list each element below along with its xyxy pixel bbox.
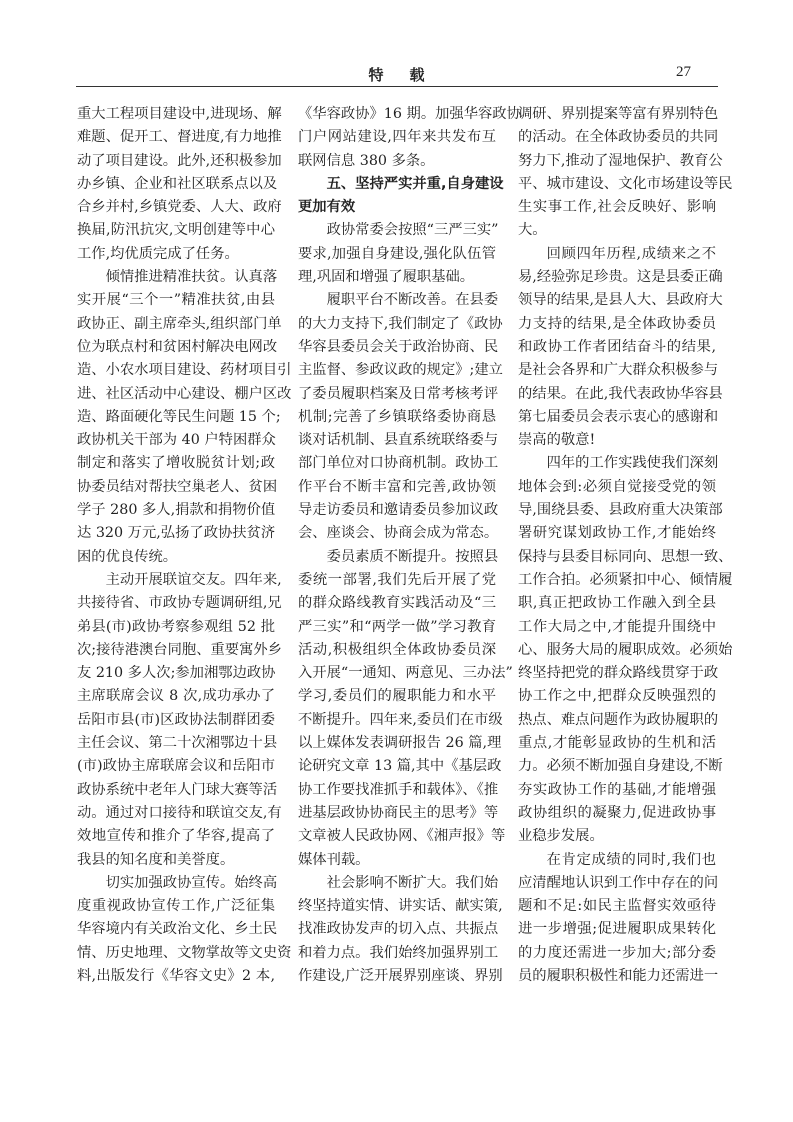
text-line: 在肯定成绩的同时,我们也: [546, 851, 716, 868]
text-line: 文章被人民政协网、《湘声报》等: [298, 828, 506, 845]
text-line: 度重视政协宣传工作,广泛征集: [77, 898, 275, 915]
text-line: 联网信息 380 多条。: [298, 152, 435, 169]
text-line: 找准政协发声的切入点、共振点: [298, 921, 499, 938]
text-line: 热点、难点问题作为政协履职的: [518, 711, 719, 728]
text-line: 机制;完善了乡镇联络委协商恳: [298, 408, 496, 425]
text-line: 重大工程项目建设中,进现场、解: [77, 106, 282, 122]
text-line: 学习,委员们的履职能力和水平: [298, 688, 496, 705]
text-line: 严三实”和“两学一做”学习教育: [298, 618, 496, 635]
text-line: 造、小农水项目建设、药材项目引: [77, 362, 292, 379]
text-line: 共接待省、市政协专题调研组,兄: [77, 595, 282, 612]
paragraph: [518, 243, 723, 453]
text-line: 作平台不断丰富和完善,政协领: [298, 478, 496, 495]
text-line: 和着力点。我们始终加强界别工: [298, 944, 499, 961]
text-line: 我县的知名度和美誉度。: [77, 851, 235, 868]
text-line: 崇高的敬意!: [518, 432, 596, 449]
text-line: 倾情推进精准扶贫。认真落: [105, 269, 278, 286]
text-line: 动。通过对口接待和联谊交友,有: [77, 804, 282, 821]
text-line: 调研、界别提案等富有界别特色: [518, 106, 719, 122]
text-line: 作建设,广泛开展界别座谈、界别: [298, 967, 503, 984]
text-line: 大。: [518, 222, 547, 239]
text-line: 合乡并村,乡镇党委、人大、政府: [77, 199, 282, 216]
text-line: 主动开展联谊交友。四年来,: [105, 571, 282, 588]
text-line: 困的优良传统。: [77, 548, 178, 565]
text-line: 进一步增强;促进履职成果转化: [518, 921, 716, 938]
text-line: 协工作之中,把群众反映强烈的: [518, 688, 716, 705]
text-line: 华容境内有关政治文化、乡土民: [77, 921, 278, 938]
text-line: 委员素质不断提升。按照县: [326, 548, 499, 565]
paragraph: [77, 569, 282, 872]
text-line: 进、社区活动中心建设、棚户区改: [77, 385, 292, 402]
text-line: 达 320 万元,弘扬了政协扶贫济: [77, 525, 276, 542]
text-line: 和政协工作者团结奋斗的结果,: [518, 338, 716, 355]
text-line: 切实加强政协宣传。始终高: [105, 874, 278, 891]
text-line: 政协正、副主席牵头,组织部门单: [77, 315, 282, 332]
text-line: 主任会议、第二十次湘鄂边十县: [77, 735, 278, 752]
text-line: 委统一部署,我们先后开展了党: [298, 571, 496, 588]
text-line: 回顾四年历程,成绩来之不: [546, 245, 716, 262]
paragraph: [298, 103, 521, 173]
text-line: 终坚持道实情、讲实话、献实策,: [298, 898, 503, 915]
text-line: 政协组织的凝聚力,促进政协事: [518, 804, 716, 821]
text-line: 履职平台不断改善。在县委: [326, 292, 499, 309]
text-line: 华容县委员会关于政治协商、民: [298, 338, 499, 355]
text-line: 易,经验弥足珍贵。这是县委正确: [518, 269, 723, 286]
text-line: 应清醒地认识到工作中存在的问: [518, 874, 719, 891]
text-line: 的力度还需进一步加大;部分委: [518, 944, 716, 961]
text-line: 进基层政协协商民主的思考》等: [298, 804, 499, 821]
paragraph: [298, 546, 513, 872]
text-line: 员的履职积极性和能力还需进一: [518, 967, 719, 984]
text-line: 心、服务大局的履职成效。必须始: [518, 641, 733, 658]
text-line: 岳阳市县(市)区政协法制群团委: [77, 711, 275, 728]
text-line: 五、坚持严实并重,自身建设: [326, 175, 504, 192]
text-line: 主席联席会议 8 次,成功承办了: [77, 688, 275, 705]
text-line: 谈对话机制、县直系统联络委与: [298, 432, 499, 449]
text-line: 入开展“一通知、两意见、三办法”: [298, 665, 513, 682]
text-line: 次;接待港澳台同胞、重要寓外乡: [77, 641, 282, 658]
text-line: 协委员结对帮扶空巢老人、贫困: [77, 478, 278, 495]
text-line: 导,围绕县委、县政府重大决策部: [518, 502, 723, 519]
text-line: 效地宣传和推介了华容,提高了: [77, 828, 275, 845]
text-line: 理,巩固和增强了履职基础。: [298, 269, 475, 286]
text-line: 办乡镇、企业和社区联系点以及: [77, 175, 278, 192]
text-line: 友 210 多人次;参加湘鄂边政协: [77, 665, 276, 682]
text-line: 要求,加强自身建设,强化队伍管: [298, 245, 496, 262]
text-line: 业稳步发展。: [518, 828, 604, 845]
text-line: 导走访委员和邀请委员参加议政: [298, 502, 499, 519]
text-line: 活动,积极组织全体政协委员深: [298, 641, 496, 658]
text-line: 以上媒体发表调研报告 26 篇,理: [298, 735, 502, 752]
text-line: 弟县(市)政协考察参观组 52 批: [77, 618, 275, 635]
text-line: 实开展“三个一”精准扶贫,由县: [77, 292, 275, 309]
text-line: 工作,均优质完成了任务。: [77, 245, 239, 262]
text-line: 换届,防汛抗灾,文明创建等中心: [77, 222, 275, 239]
text-line: 平、城市建设、文化市场建设等民: [518, 175, 733, 192]
text-line: 《华容政协》16 期。加强华容政协: [298, 106, 521, 122]
text-line: 重点,才能彰显政协的生机和活: [518, 735, 716, 752]
text-line: 制定和落实了增收脱贫计划;政: [77, 455, 275, 472]
text-line: 会、座谈会、协商会成为常态。: [298, 525, 499, 542]
text-line: 保持与县委目标同向、思想一致、: [518, 548, 733, 565]
paragraph: [298, 289, 503, 545]
text-line: 是社会各界和广大群众积极参与: [518, 362, 719, 379]
text-line: 政协机关干部为 40 户特困群众: [77, 432, 276, 449]
paragraph: [298, 872, 503, 988]
text-line: 部门单位对口协商机制。政协工: [298, 455, 499, 472]
text-line: 题和不足:如民主监督实效亟待: [518, 898, 716, 915]
text-line: 生实事工作,社会反映好、影响: [518, 199, 716, 216]
text-line: 论研究文章 13 篇,其中《基层政: [298, 758, 502, 775]
column-1: [77, 103, 292, 988]
text-line: 政协常委会按照“三严三实”: [326, 222, 499, 239]
text-line: 夯实政协工作的基础,才能增强: [518, 781, 716, 798]
text-line: 四年的工作实践使我们深刻: [546, 455, 719, 472]
text-line: 的群众路线教育实践活动及“三: [298, 595, 496, 612]
header-rule: [76, 86, 718, 87]
text-line: 的活动。在全体政协委员的共同: [518, 129, 719, 146]
text-line: 力。必须不断加强自身建设,不断: [518, 758, 723, 775]
text-line: 媒体刊载。: [298, 851, 370, 868]
text-line: 领导的结果,是县人大、县政府大: [518, 292, 723, 309]
text-line: 料,出版发行《华容文史》2 本,: [77, 967, 275, 984]
text-line: 协工作要找准抓手和载体》、《推: [298, 781, 499, 798]
text-line: 难题、促开工、督进度,有力地推: [77, 129, 282, 146]
text-line: 力支持的结果,是全体政协委员: [518, 315, 716, 332]
paragraph: [298, 219, 499, 289]
column-2: [298, 103, 521, 988]
text-line: 不断提升。四年来,委员们在市级: [298, 711, 503, 728]
paragraph: [77, 266, 292, 569]
page-number: 27: [676, 64, 691, 80]
paragraph: [77, 872, 292, 988]
text-line: 情、历史地理、文物掌故等文史资: [77, 944, 292, 961]
text-line: 了委员履职档案及日常考核考评: [298, 385, 499, 402]
text-line: 位为联点村和贫困村解决电网改: [77, 338, 278, 355]
paragraph: [518, 452, 733, 848]
running-header-section: 特载: [368, 66, 451, 84]
text-line: 职,真正把政协工作融入到全县: [518, 595, 716, 612]
text-line: 造、路面硬化等民生问题 15 个;: [77, 408, 281, 425]
paragraph: [77, 103, 282, 266]
text-line: 政协系统中老年人门球大赛等活: [77, 781, 278, 798]
text-line: 社会影响不断扩大。我们始: [326, 874, 499, 891]
text-line: 努力下,推动了湿地保护、教育公: [518, 152, 723, 169]
text-line: 学子 280 多人,捐款和捐物价值: [77, 502, 276, 519]
text-line: 更加有效: [298, 199, 356, 216]
text-line: 终坚持把党的群众路线贯穿于政: [518, 665, 719, 682]
text-line: (市)政协主席联席会议和岳阳市: [77, 758, 275, 775]
section-heading: [298, 173, 504, 220]
text-line: 动了项目建设。此外,还积极参加: [77, 152, 282, 169]
text-line: 门户网站建设,四年来共发布互: [298, 129, 496, 146]
text-line: 的大力支持下,我们制定了《政协: [298, 315, 503, 332]
text-line: 主监督、参政议政的规定》;建立: [298, 362, 503, 379]
paragraph: [518, 103, 733, 243]
paragraph: [518, 849, 719, 989]
text-line: 工作大局之中,才能提升围绕中: [518, 618, 716, 635]
text-line: 第七届委员会表示衷心的感谢和: [518, 408, 719, 425]
column-3: [518, 103, 733, 988]
text-line: 的结果。在此,我代表政协华容县: [518, 385, 723, 402]
text-line: 工作合拍。必须紧扣中心、倾情履: [518, 571, 733, 588]
text-line: 署研究谋划政协工作,才能始终: [518, 525, 716, 542]
text-line: 地体会到:必须自觉接受党的领: [518, 478, 716, 495]
